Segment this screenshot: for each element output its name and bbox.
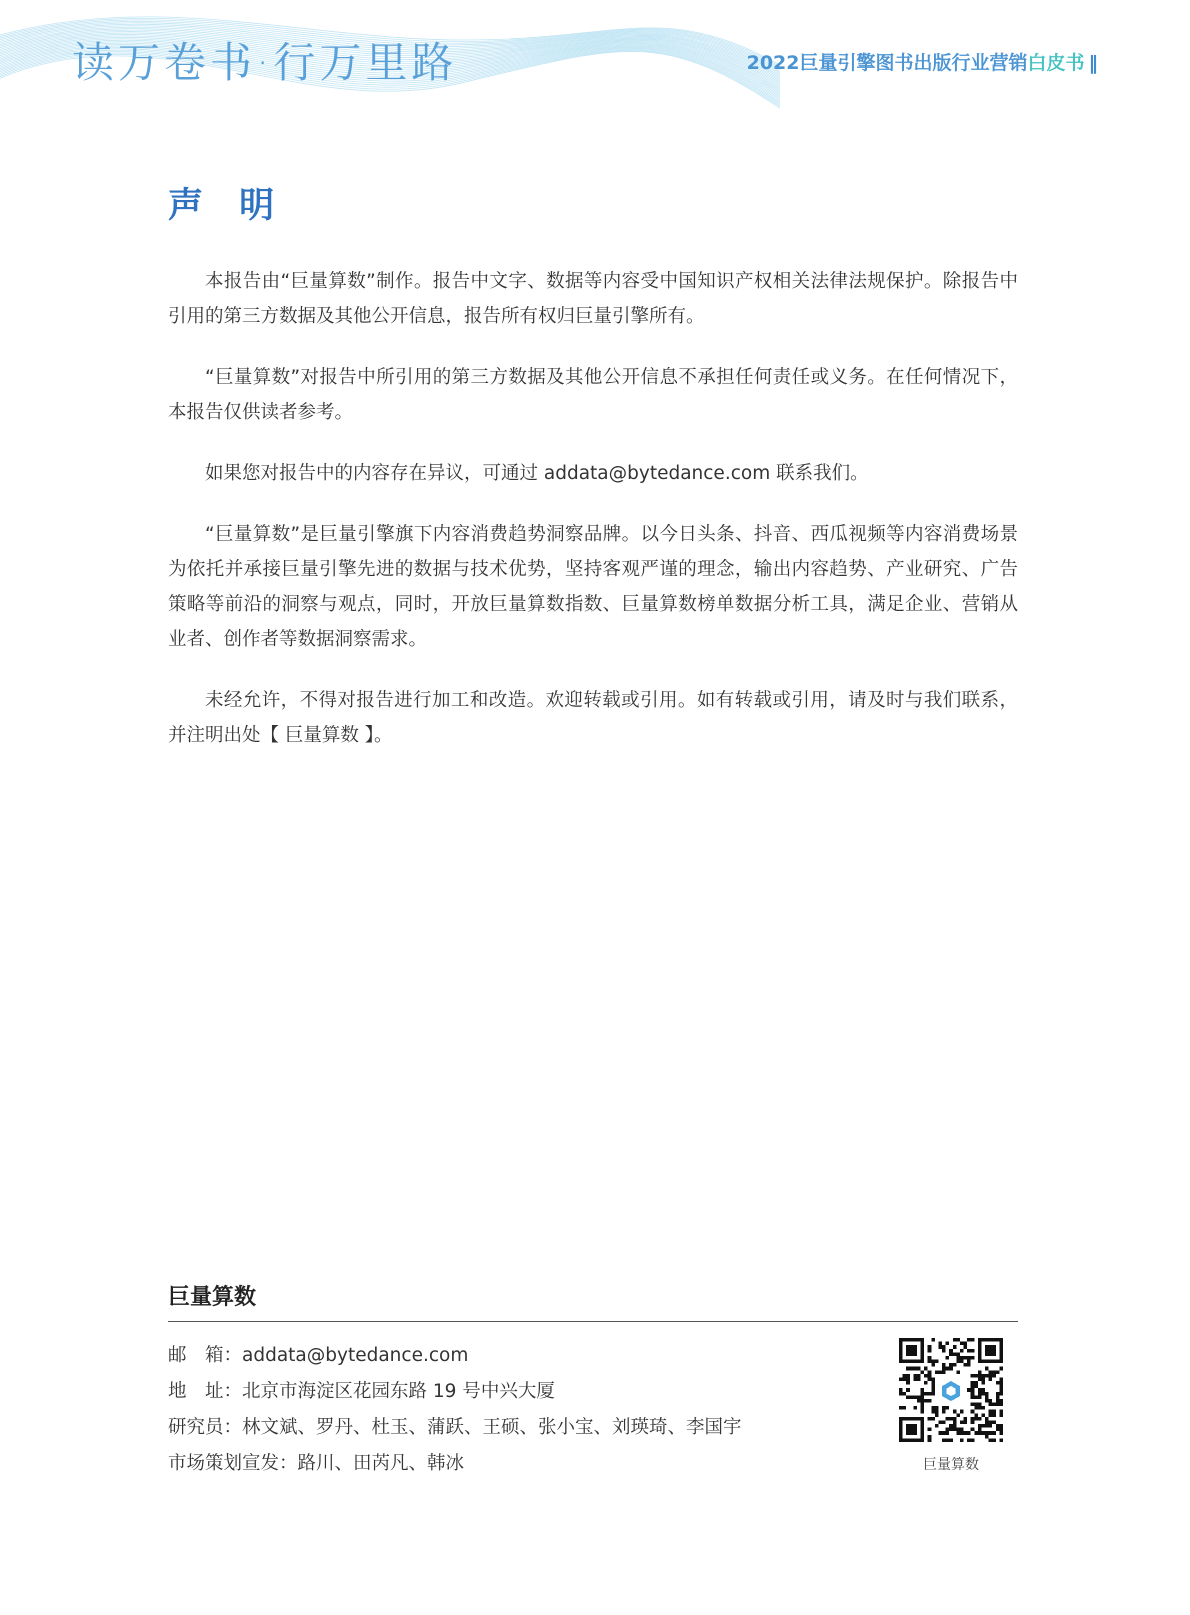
statement-paragraph: 如果您对报告中的内容存在异议，可通过 addata@bytedance.com 联系我们。 [205, 463, 869, 484]
report-title-bars-icon: ‖ [1088, 52, 1098, 74]
contact-label: 研究员： [168, 1417, 243, 1438]
statement-paragraph: 本报告由“巨量算数”制作。报告中文字、数据等内容受中国知识产权相关法律法规保护。除报告中引用的第三方数据及其他公开信息，报告所有权归巨量引擎所有。 [168, 271, 1018, 327]
qr-caption: 巨量算数 [923, 1457, 979, 1473]
qr-block [896, 1338, 1006, 1474]
contact-label: 市场策划宣发： [168, 1453, 298, 1474]
statement-heading: 声 明 [168, 186, 287, 226]
contact-list [168, 1338, 808, 1482]
statement-paragraph: 未经允许，不得对报告进行加工和改造。欢迎转载或引用。如有转载或引用，请及时与我们联系，并注明出处【 巨量算数 】。 [168, 690, 1018, 746]
statement-body [168, 264, 1018, 779]
footer-divider [168, 1321, 1018, 1322]
contact-marketing [168, 1446, 808, 1482]
report-title [747, 48, 1098, 75]
contact-value: 林文斌、罗丹、杜玉、蒲跃、王硕、张小宝、刘瑛琦、李国宇 [242, 1417, 742, 1438]
contact-label: 邮 箱： [168, 1345, 243, 1366]
footer-brand: 巨量算数 [168, 1285, 257, 1310]
contact-email [168, 1338, 808, 1374]
contact-value: 路川、田芮凡、韩冰 [297, 1453, 465, 1474]
report-title-prefix: 2022巨量引擎图书出版行业营销 [746, 52, 1028, 74]
contact-value: 北京市海淀区花园东路 19 号中兴大厦 [242, 1381, 555, 1402]
statement-paragraph: “巨量算数”是巨量引擎旗下内容消费趋势洞察品牌。以今日头条、抖音、西瓜视频等内容消费场景为依托并承接巨量引擎先进的数据与技术优势，坚持客观严谨的理念，输出内容趋势、产业研究、广告策略等前沿的洞察与观点，同时，开放巨量算数指数、巨量算数榜单数据分析工具，满足企业、营销从业者、创作者等数据洞察需求。 [168, 524, 1018, 650]
contact-address [168, 1374, 808, 1410]
contact-researchers [168, 1410, 808, 1446]
slogan: 读万卷书·行万里路 [72, 38, 458, 87]
footer [168, 1280, 1018, 1482]
report-title-highlight: 白皮书 [1027, 52, 1085, 74]
contact-email-value[interactable]: addata@bytedance.com [242, 1345, 469, 1366]
contact-label: 地 址： [168, 1381, 243, 1402]
statement-paragraph: “巨量算数”对报告中所引用的第三方数据及其他公开信息不承担任何责任或义务。在任何情况下，本报告仅供读者参考。 [168, 367, 1018, 423]
qr-code-icon [899, 1338, 1003, 1442]
